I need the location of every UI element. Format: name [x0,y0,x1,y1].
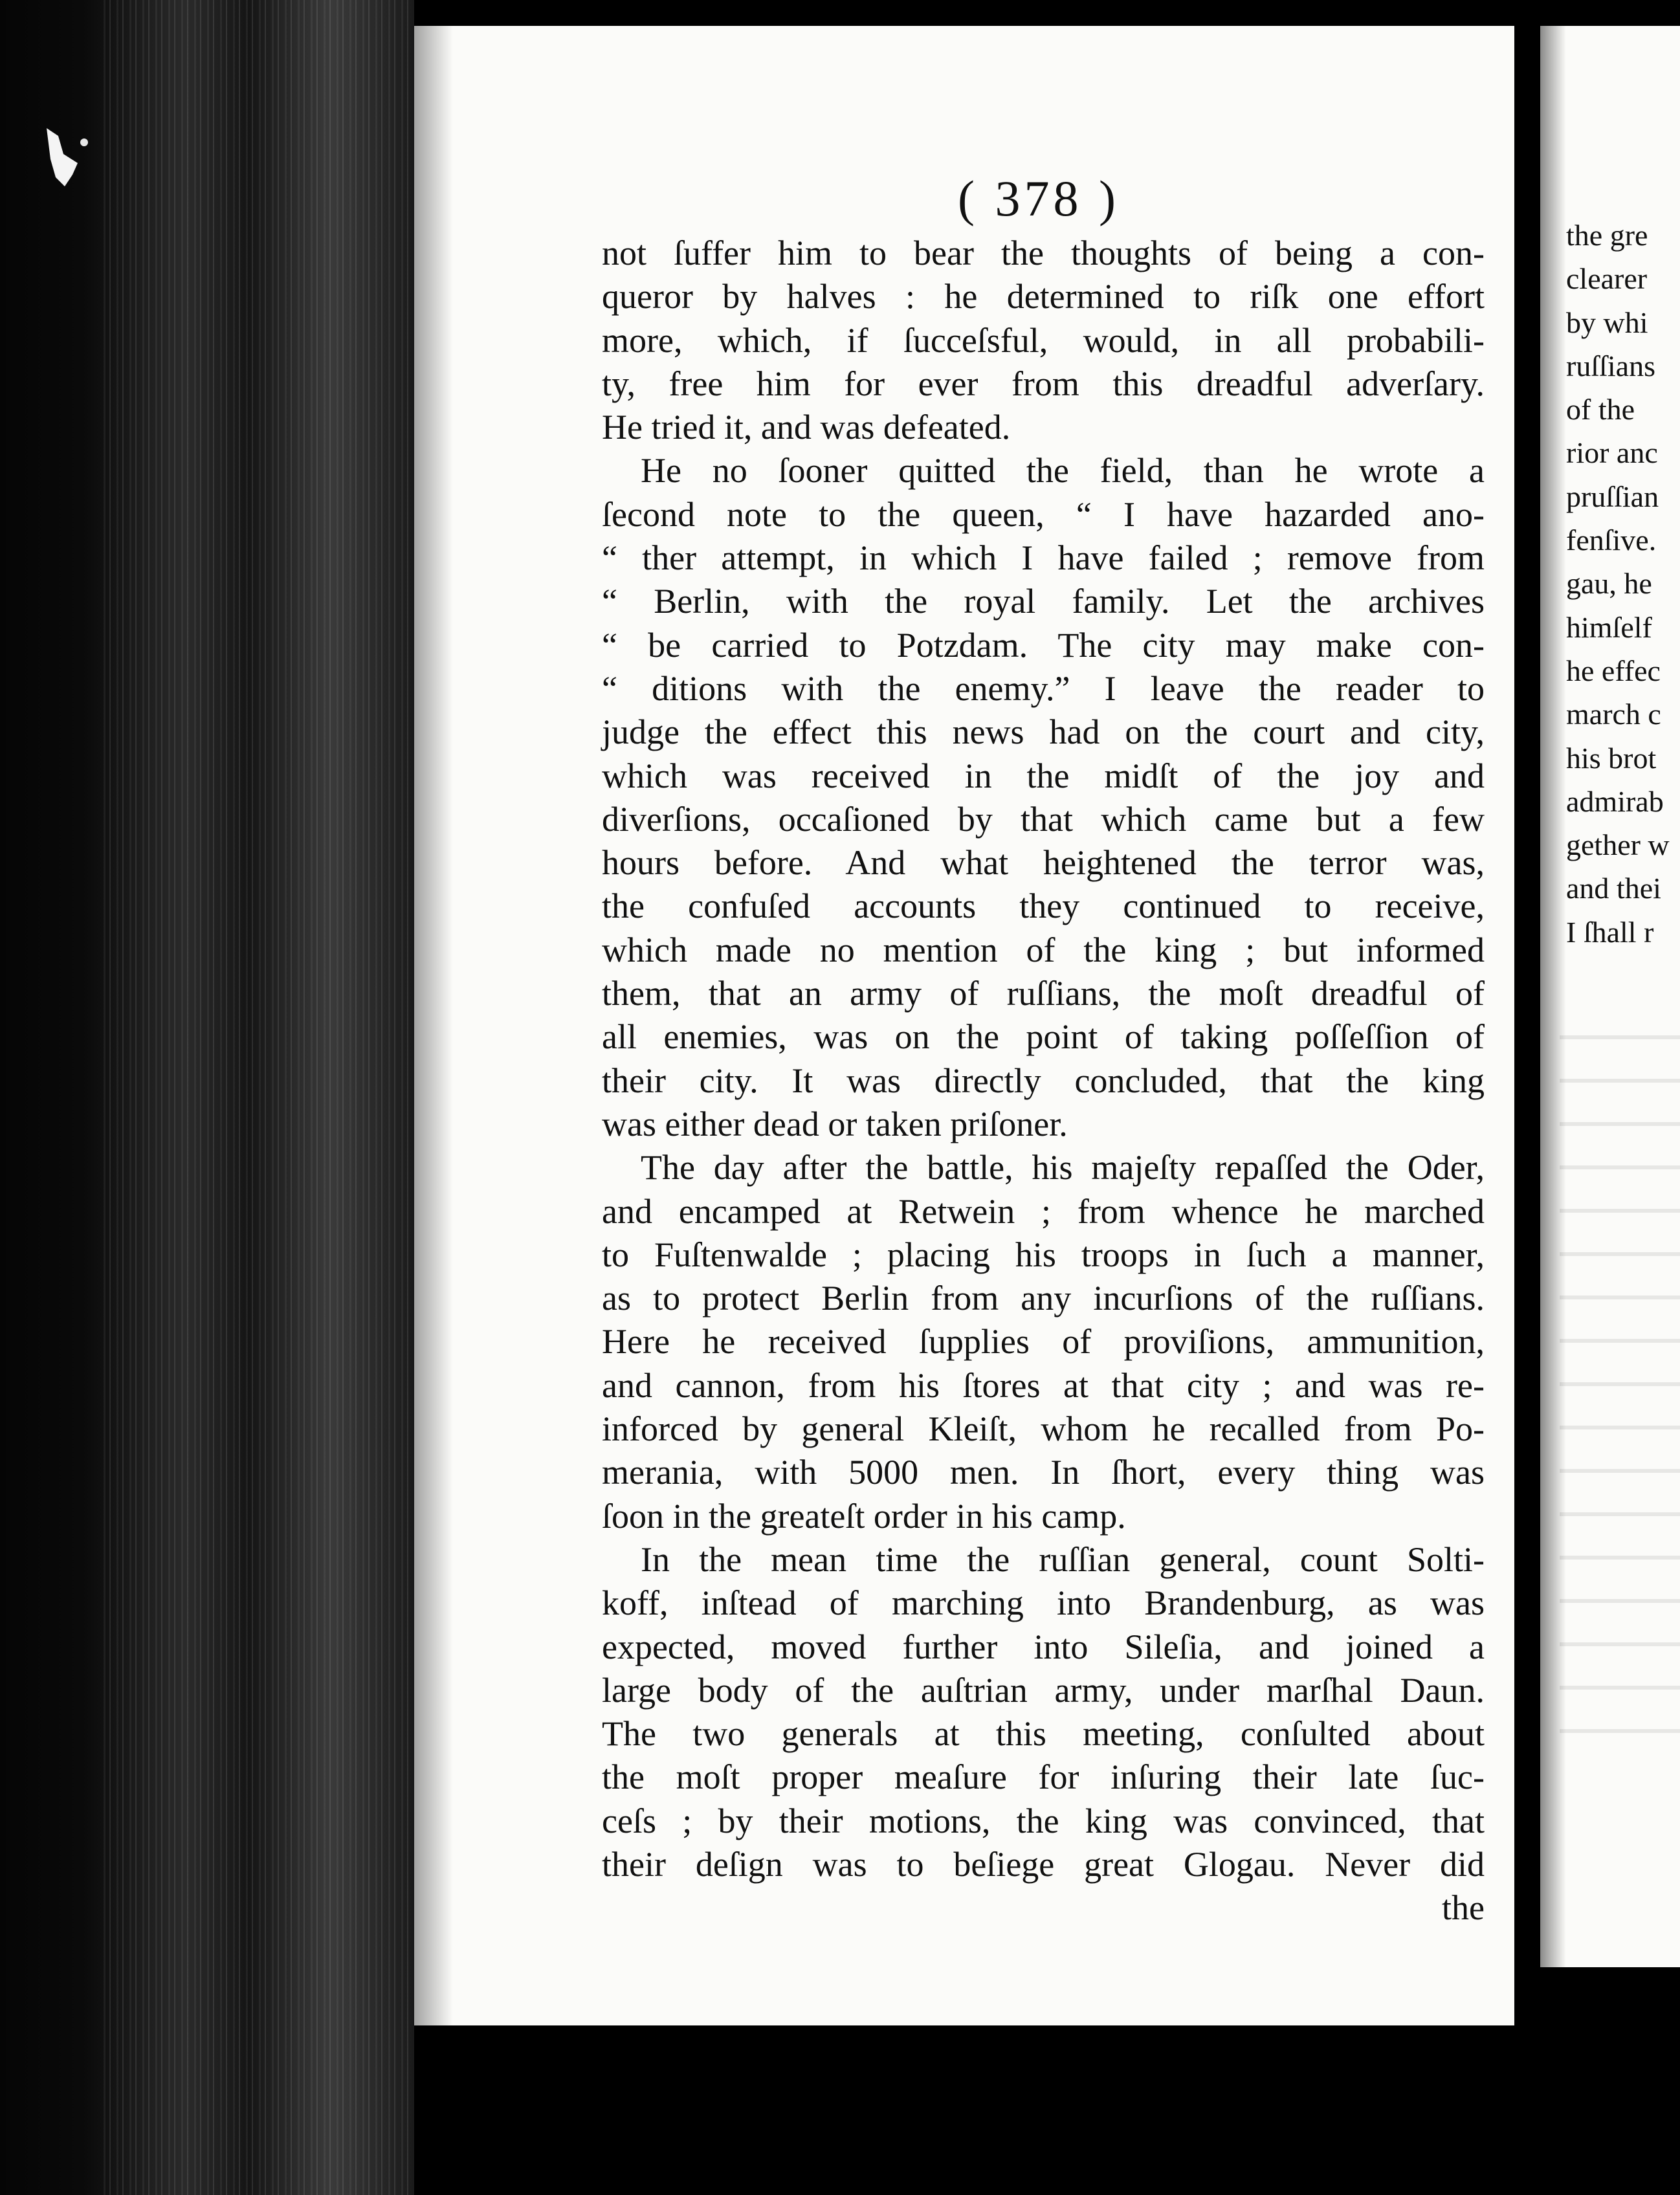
facing-line: his brot [1566,741,1657,775]
text-line: the moſt proper meaſure for inſuring their late ſuc- [602,1758,1485,1797]
text-line: ty, free him for ever from this dreadful adverſary. [602,364,1485,403]
text-line: ſoon in the greateſt order in his camp. [602,1496,1126,1536]
text-line: and encamped at Retwein ; from whence he marched [602,1191,1485,1231]
text-line: as to protect Berlin from any incurſions of the ruſſians. [602,1279,1485,1318]
facing-line: march c [1566,698,1661,731]
body-text [602,232,1485,1930]
show-through [1560,1035,1680,1747]
text-line: to Fuſtenwalde ; placing his troops in ſuch a manner, [602,1235,1485,1274]
text-line: Here he received ſupplies of proviſions, ammunition, [602,1322,1485,1362]
facing-line: gether w [1566,828,1670,862]
facing-line: pruſſian [1566,480,1659,513]
facing-line: admirab [1566,784,1664,818]
facing-line: clearer [1566,262,1648,296]
text-line: their deſign was to beſiege great Glogau. Never did [602,1844,1485,1884]
page-number: ( 378 ) [958,170,1120,226]
page-stack-texture [104,0,414,2195]
facing-line: gau, he [1566,567,1652,601]
text-line: The two generals at this meeting, conſulted about [602,1714,1485,1754]
text-line: was either dead or taken priſoner. [602,1104,1068,1143]
text-line: diverſions, occaſioned by that which came but a few [602,799,1485,839]
text-line: koff, inſtead of marching into Brandenburg, as was [602,1583,1485,1623]
text-line: “ Berlin, with the royal family. Let the archives [602,582,1485,621]
facing-line: ruſſians [1566,349,1655,382]
text-line: ſecond note to the queen, “ I have hazarded ano- [602,494,1485,534]
text-line: The day after the battle, his majeſty repaſſed the Oder, [641,1148,1485,1187]
text-line: expected, moved further into Sileſia, and joined a [602,1627,1485,1666]
text-line: ceſs ; by their motions, the king was convinced, that [602,1801,1485,1840]
facing-line: rior anc [1566,436,1658,470]
facing-line: I ſhall r [1566,915,1654,949]
text-line: In the mean time the ruſſian general, count Solti- [641,1539,1485,1579]
facing-page-text [1566,214,1670,954]
scan-speck [39,123,97,194]
facing-line: he effec [1566,654,1661,687]
facing-line: by whi [1566,305,1648,339]
text-line: not ſuffer him to bear the thoughts of being a con- [602,234,1485,272]
text-line: “ be carried to Potzdam. The city may make con- [602,625,1485,665]
text-line: the confuſed accounts they continued to receive, [602,887,1485,926]
facing-line: himſelf [1566,610,1652,644]
text-line: which was received in the midſt of the joy and [602,756,1485,795]
text-line: inforced by general Kleiſt, whom he recalled from Po- [602,1409,1485,1449]
facing-line: and thei [1566,872,1661,905]
text-line: them, that an army of ruſſians, the moſt dreadful of [602,974,1485,1013]
text-line: more, which, if ſucceſsful, would, in all probabili- [602,320,1485,360]
text-line: judge the effect this news had on the court and city, [602,712,1485,752]
gutter [1514,0,1540,2195]
text-line: their city. It was directly concluded, that the king [602,1061,1485,1100]
scan-bottom-edge [414,2025,1680,2195]
text-line: merania, with 5000 men. In ſhort, every thing was [602,1453,1485,1492]
text-line: all enemies, was on the point of taking poſſeſſion of [602,1017,1485,1057]
catchword: the [1442,1888,1485,1928]
page-left-gutter-shadow [414,26,453,2025]
text-line: “ ditions with the enemy.” I leave the reader to [602,668,1485,708]
facing-line: fenſive. [1566,524,1657,557]
facing-line: the gre [1566,219,1648,252]
text-line: which made no mention of the king ; but informed [602,930,1485,969]
text-line: He tried it, and was defeated. [602,408,1011,447]
text-line: large body of the auſtrian army, under marſhal Daun. [602,1670,1485,1710]
facing-line: of the [1566,393,1635,426]
text-line: and cannon, from his ſtores at that city ; and was re- [602,1365,1485,1405]
text-line: He no ſooner quitted the field, than he wrote a [641,451,1485,491]
text-line: “ ther attempt, in which I have failed ; remove from [602,538,1485,578]
text-line: queror by halves : he determined to riſk one effort [602,277,1485,316]
text-line: hours before. And what heightened the terror was, [602,843,1485,883]
